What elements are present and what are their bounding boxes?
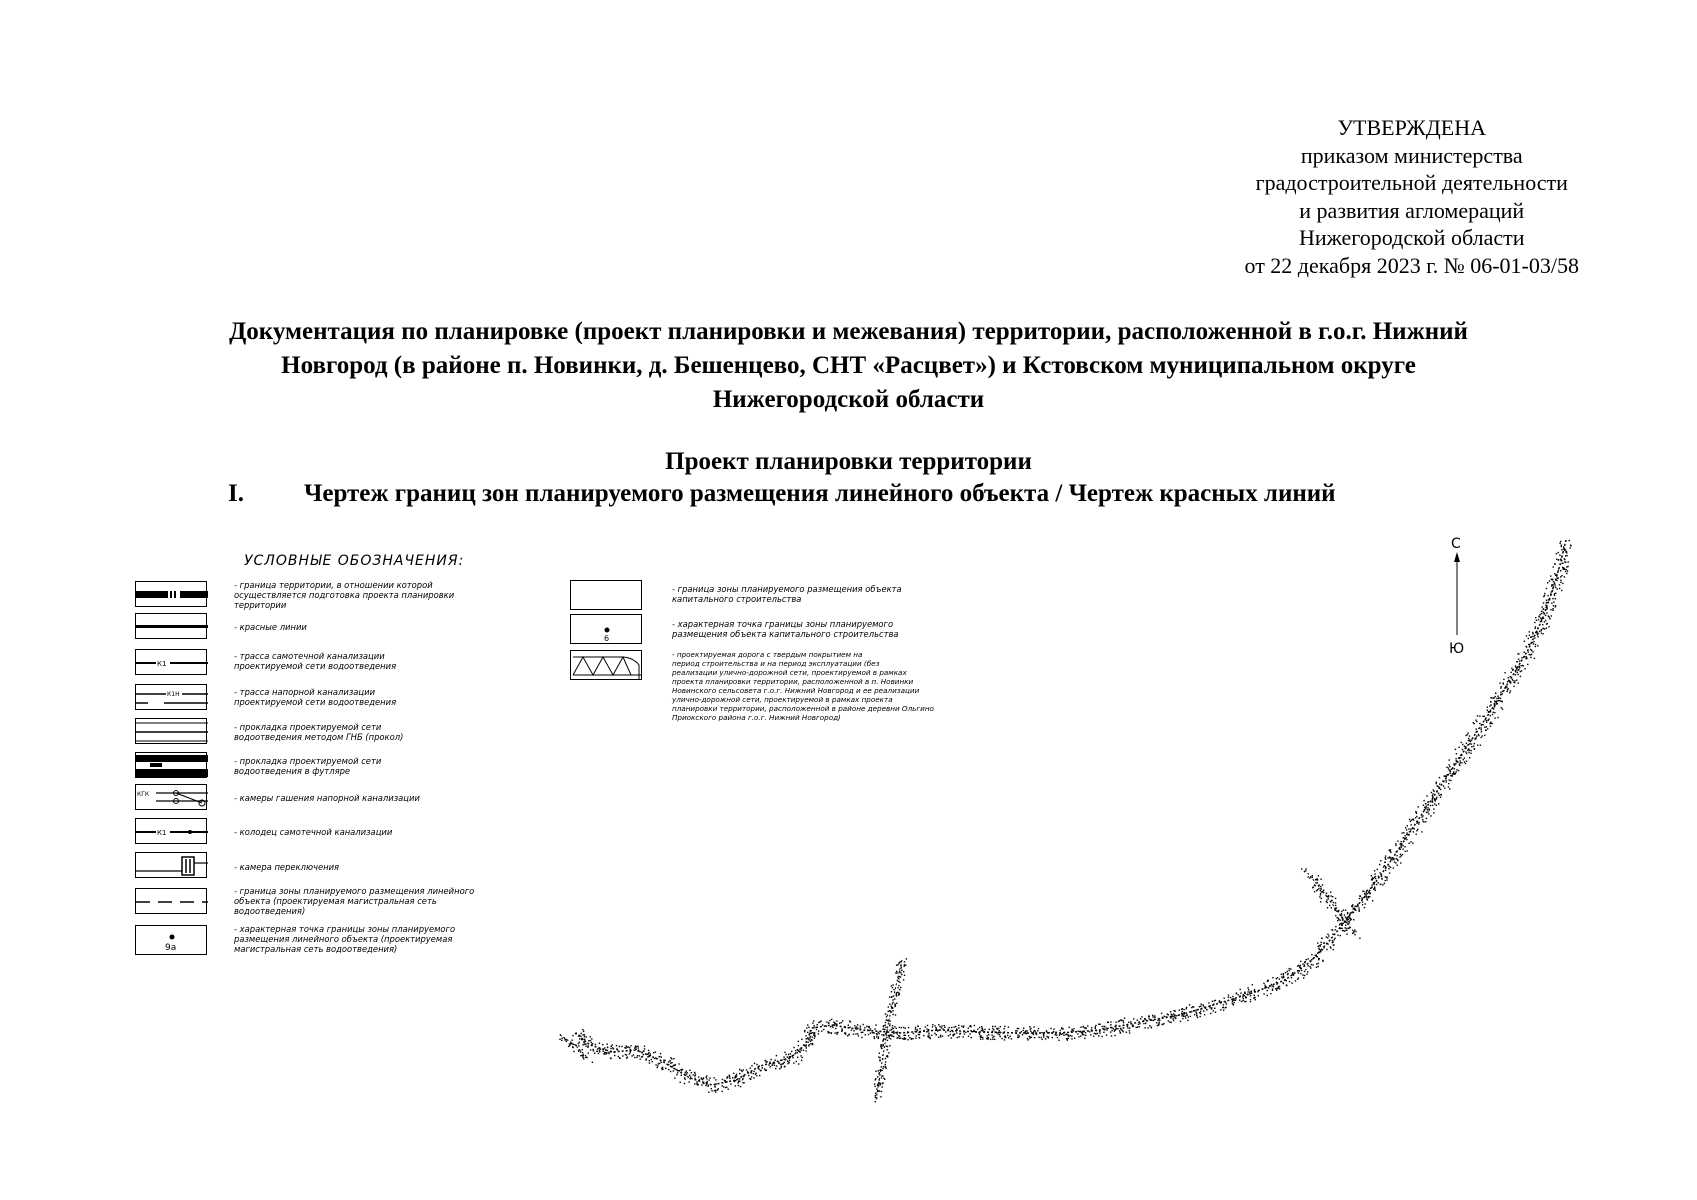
approval-line: градостроительной деятельности: [1255, 170, 1568, 195]
legend-line: - прокладка проектируемой сети: [234, 722, 382, 732]
legend-line: улично-дорожной сети, проектируемой в рамках проекта: [672, 695, 893, 704]
swatch-label-k1: К1: [157, 660, 167, 668]
legend-line: реализации улично-дорожной сети, проектируемой в рамках: [672, 668, 907, 677]
legend-line: - характерная точка границы зоны планируемого: [672, 619, 894, 629]
legend-line: размещения линейного объекта (проектируемая: [234, 934, 453, 945]
document-subtitle: Проект планировки территории: [665, 448, 1032, 475]
swatch-label-k1n: К1Н: [167, 691, 180, 698]
legend-line: - камера переключения: [234, 862, 340, 872]
legend-line: - трасса напорной канализации: [234, 687, 376, 697]
compass-south-label: Ю: [1449, 641, 1465, 657]
title-line: Новгород (в районе п. Новинки, д. Бешенцево, СНТ «Расцвет») и Кстовском муниципальном округе: [281, 352, 1416, 379]
legend-line: - красные линии: [234, 622, 307, 632]
legend-line: водоотведения методом ГНБ (прокол): [234, 732, 404, 743]
section-title: Чертеж границ зон планируемого размещения линейного объекта / Чертеж красных линий: [304, 480, 1336, 507]
legend-line: водоотведения): [234, 906, 306, 917]
legend-line: планировки территории, расположенной в районе деревни Ольгино: [672, 704, 934, 713]
legend-line: проектируемой сети водоотведения: [234, 661, 397, 672]
legend-line: Приокского района г.о.г. Нижний Новгород): [672, 713, 841, 722]
swatch-label-point-9a: 9а: [165, 943, 177, 953]
route-centerline: [575, 540, 1566, 1085]
section-number: I.: [228, 480, 244, 507]
legend-line: - граница зоны планируемого размещения объекта: [672, 584, 902, 594]
title-line: Нижегородской области: [712, 386, 985, 413]
legend-line: - трасса самотечной канализации: [234, 651, 385, 661]
legend-line: - камеры гашения напорной канализации: [234, 793, 420, 803]
legend-line: - граница территории, в отношении которой: [234, 580, 433, 590]
approval-line: приказом министерства: [1300, 142, 1523, 168]
legend-line: период строительства и на период эксплуатации (без: [672, 659, 880, 668]
legend-line: - характерная точка границы зоны планируемого: [234, 924, 456, 934]
route-trace: [559, 540, 1571, 1103]
legend-line: капитального строительства: [672, 594, 802, 605]
legend-title: УСЛОВНЫЕ ОБОЗНАЧЕНИЯ:: [244, 553, 465, 569]
swatch-label-point-6: 6: [604, 634, 610, 643]
legend-line: - колодец самотечной канализации: [234, 827, 393, 837]
route-stipple: [559, 1034, 593, 1063]
compass-north-label: С: [1451, 536, 1461, 552]
legend-line: - граница зоны планируемого размещения линейного: [234, 886, 475, 896]
route-stipple: [572, 540, 1571, 1093]
route-stipple: [1301, 868, 1361, 939]
swatch-label-k1: К1: [157, 829, 167, 837]
legend-line: размещения объекта капитального строительства: [672, 629, 899, 640]
legend-line: объекта (проектируемая магистральная сеть: [234, 896, 437, 907]
legend-line: проектируемой сети водоотведения: [234, 697, 397, 708]
approval-line: и развития агломераций: [1299, 197, 1525, 223]
title-line: Документация по планировке (проект планировки и межевания) территории, расположенной в г.о.г. Нижний: [229, 318, 1468, 345]
legend-line: осуществляется подготовка проекта планировки: [234, 590, 455, 601]
approval-line: от 22 декабря 2023 г. № 06-01-03/58: [1244, 252, 1579, 278]
approval-line: Нижегородской области: [1298, 225, 1525, 250]
north-arrow: [1454, 552, 1460, 635]
legend-line: Новинского сельсовета г.о.г. Нижний Новгород и ее реализации: [672, 686, 920, 695]
legend-line: водоотведения в футляре: [234, 766, 351, 777]
legend-line: - прокладка проектируемой сети: [234, 756, 382, 766]
swatch-label-kgk: КГК: [137, 791, 150, 798]
legend-line: территории: [234, 600, 287, 611]
legend-line: проекта планировки территории, расположенной в п. Новинки: [672, 677, 914, 686]
approval-line: УТВЕРЖДЕНА: [1337, 115, 1486, 140]
legend-line: - проектируемая дорога с твердым покрытием на: [672, 650, 863, 659]
legend-line: магистральная сеть водоотведения): [234, 944, 398, 955]
